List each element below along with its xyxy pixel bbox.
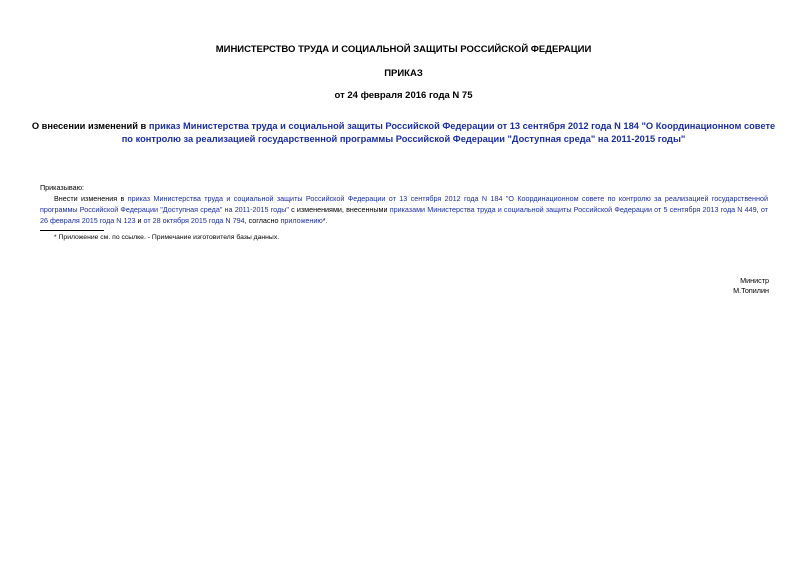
- link-order-449[interactable]: приказами Министерства труда и социальной защиты Российской Федерации от 5 сентября 2013 года N 449: [389, 205, 757, 214]
- link-order-794[interactable]: от 28 октября 2015 года N 794: [143, 216, 245, 225]
- signatory-role: Министр: [740, 276, 769, 285]
- title-prefix: О внесении изменений в: [31, 121, 149, 131]
- ministry-heading: МИНИСТЕРСТВО ТРУДА И СОЦИАЛЬНОЙ ЗАЩИТЫ РОССИЙСКОЙ ФЕДЕРАЦИИ: [215, 44, 592, 55]
- link-appendix[interactable]: приложению: [280, 216, 323, 225]
- footnote-text: * Приложение см. по ссылке. - Примечание изготовителя базы данных.: [54, 234, 280, 241]
- footnote-divider: [40, 230, 104, 231]
- footnote-marker: *.: [322, 216, 328, 225]
- link-order-123[interactable]: от 26 февраля 2015 года N 123: [40, 205, 768, 225]
- body-text-part: с изменениями, внесенными: [288, 205, 390, 214]
- document-title: [30, 120, 777, 146]
- body-text-part: Внести изменения в: [54, 194, 128, 203]
- document-type: ПРИКАЗ: [384, 68, 423, 79]
- order-label: Приказываю:: [40, 183, 84, 192]
- link-order-184[interactable]: приказ Министерства труда и социальной защиты Российской Федерации от 13 сентября 2012 года N 184 "О Координационном совете по контролю за реализацией государственной программы Российской Федерации "Доступная среда" на 2011-2015 годы": [40, 194, 769, 214]
- order-paragraph: [40, 193, 768, 226]
- body-text-part: и: [135, 216, 144, 225]
- signatory-name: М.Топилин: [733, 286, 769, 295]
- title-link[interactable]: приказ Министерства труда и социальной защиты Российской Федерации от 13 сентября 2012 года N 184 "О Координационном совете по контролю за реализацией государственной программы Российской Федерации "Доступная среда" на 2011-2015 годы": [121, 121, 776, 144]
- document-date: от 24 февраля 2016 года N 75: [334, 90, 473, 101]
- body-text-part: , согласно: [244, 216, 281, 225]
- body-text-part: ,: [756, 205, 761, 214]
